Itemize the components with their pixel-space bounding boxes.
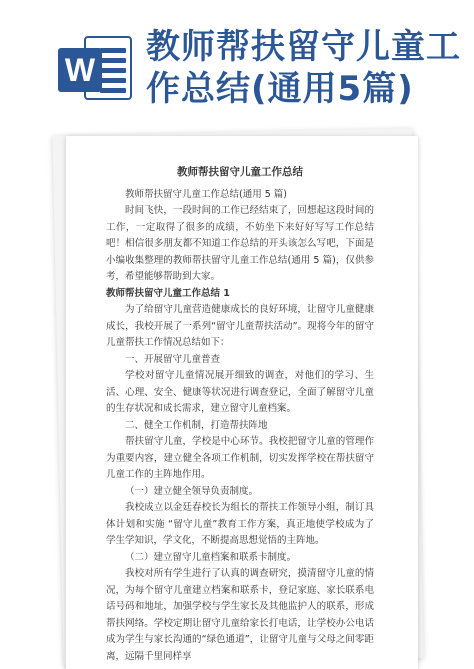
banner-title: 教师帮扶留守儿童工作总结(通用5篇): [146, 27, 461, 109]
document-page: [66, 136, 418, 669]
banner: [0, 0, 474, 130]
sheet-line: [100, 88, 126, 93]
doc-subheading: （一）建立健全领导负责制度。: [125, 485, 259, 497]
sheet-line: [100, 68, 126, 73]
section-heading: 教师帮扶留守儿童工作总结 1: [106, 287, 230, 299]
word-document-icon: [58, 30, 136, 108]
doc-paragraph: 为了给留守儿童营造健康成长的良好环境，让留守儿童健康成长，我校开展了一系列“留守儿童帮扶活动”。现将今年的留守儿童帮扶工作情况总结如下：: [106, 304, 374, 348]
doc-paragraph: 我校成立以金廷春校长为组长的帮扶工作领导小组，制订具体计划和实施 “留守儿童”教育工作方案，真正地使学校成为了学生学知识，学文化，不断提高思想觉悟的主阵地。: [106, 502, 374, 546]
word-logo-letter: W: [58, 48, 102, 92]
doc-subheading: 一、开展留守儿童普查: [125, 353, 221, 365]
sheet-line: [100, 58, 126, 63]
doc-paragraph: 时间飞快，一段时间的工作已经结束了，回想起这段时间的工作，一定取得了很多的成绩，不妨坐下来好好写写工作总结吧！相信很多朋友都不知道工作总结的开头该怎么写吧，下面是小编收集整理的教师帮扶留守儿童工作总结(通用 5 篇)，仅供参考，希望能够帮助到大家。: [106, 205, 374, 282]
doc-paragraph: 学校对留守儿童情况展开细致的调查，对他们的学习、生活、心理、安全、健康等状况进行调查登记，全面了解留守儿童的生存状况和成长需求，建立留守儿童档案。: [106, 370, 374, 414]
sheet-line: [100, 48, 126, 53]
doc-paragraph: 帮扶留守儿童，学校是中心环节。我校把留守儿童的管理作为重要内容，建立健全各项工作机制，切实发挥学校在帮扶留守儿童工作的主阵地作用。: [106, 436, 374, 480]
doc-paragraph: 我校对所有学生进行了认真的调查研究，摸清留守儿童的情况，为每个留守儿童建立档案和联系卡，登记家庭、家长联系电话号码和地址，加强学校与学生家长及其他监护人的联系，形成帮扶网络。学校定期让留守儿童给家长打电话，让学校办公电话成为学生与家长沟通的“绿色通道”，让留守儿童与父母之间零距离，远隔千里同样享: [106, 568, 374, 662]
document-title: 教师帮扶留守儿童工作总结: [177, 166, 303, 178]
sheet-line: [100, 78, 126, 83]
doc-subheading: 二、健全工作机制，打造帮扶阵地: [125, 419, 268, 431]
doc-paragraph: 教师帮扶留守儿童工作总结(通用 5 篇): [125, 188, 287, 200]
doc-subheading: （二）建立留守儿童档案和联系卡制度。: [125, 551, 297, 563]
document-body: [106, 164, 374, 665]
